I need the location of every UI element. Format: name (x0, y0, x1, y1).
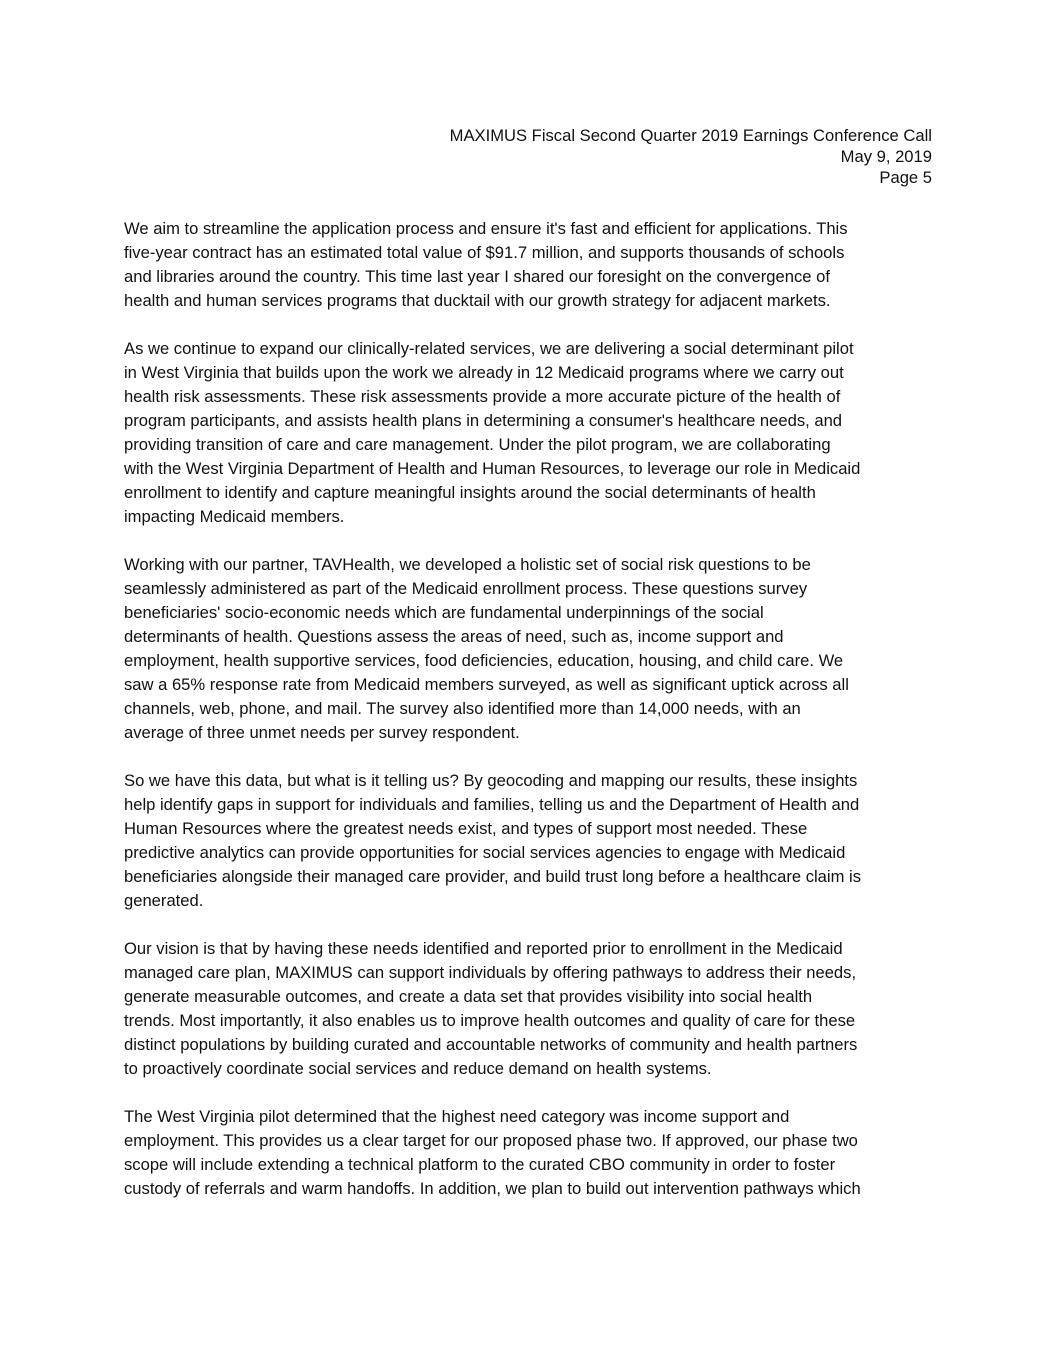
text-line: providing transition of care and care management. Under the pilot program, we are collaborating (124, 435, 831, 454)
paragraph-phase-two (124, 1105, 944, 1201)
text-line: employment, health supportive services, food deficiencies, education, housing, and child care. We (124, 651, 844, 670)
text-line: The West Virginia pilot determined that the highest need category was income support and (124, 1107, 790, 1126)
document-body (124, 217, 944, 1225)
text-line: managed care plan, MAXIMUS can support individuals by offering pathways to address their needs, (124, 963, 857, 982)
text-line: seamlessly administered as part of the Medicaid enrollment process. These questions survey (124, 579, 808, 598)
text-line: five-year contract has an estimated total value of $91.7 million, and supports thousands of schools (124, 243, 845, 262)
text-line: Working with our partner, TAVHealth, we developed a holistic set of social risk questions to be (124, 555, 811, 574)
document-title: MAXIMUS Fiscal Second Quarter 2019 Earnings Conference Call (449, 126, 932, 145)
text-line: Human Resources where the greatest needs exist, and types of support most needed. These (124, 819, 808, 838)
text-line: in West Virginia that builds upon the work we already in 12 Medicaid programs where we carry out (124, 363, 844, 382)
text-line: custody of referrals and warm handoffs. In addition, we plan to build out intervention pathways which (124, 1179, 861, 1198)
text-line: scope will include extending a technical platform to the curated CBO community in order to foster (124, 1155, 836, 1174)
text-line: distinct populations by building curated and accountable networks of community and health partners (124, 1035, 858, 1054)
text-line: As we continue to expand our clinically-related services, we are delivering a social determinant pilot (124, 339, 854, 358)
text-line: Our vision is that by having these needs identified and reported prior to enrollment in the Medicaid (124, 939, 843, 958)
paragraph-e-rate-contract (124, 217, 944, 313)
text-line: generated. (124, 891, 204, 910)
text-line: channels, web, phone, and mail. The survey also identified more than 14,000 needs, with an (124, 699, 801, 718)
paragraph-data-insights (124, 769, 944, 913)
paragraph-tavhealth-survey (124, 553, 944, 745)
text-line: predictive analytics can provide opportunities for social services agencies to engage with Medicaid (124, 843, 846, 862)
text-line: average of three unmet needs per survey respondent. (124, 723, 520, 742)
text-line: help identify gaps in support for individuals and families, telling us and the Department of Health and (124, 795, 860, 814)
text-line: determinants of health. Questions assess the areas of need, such as, income support and (124, 627, 784, 646)
text-line: generate measurable outcomes, and create a data set that provides visibility into social health (124, 987, 813, 1006)
paragraph-vision (124, 937, 944, 1081)
document-date: May 9, 2019 (840, 147, 932, 166)
text-line: and libraries around the country. This time last year I shared our foresight on the convergence of (124, 267, 830, 286)
text-line: enrollment to identify and capture meaningful insights around the social determinants of health (124, 483, 816, 502)
text-line: saw a 65% response rate from Medicaid members surveyed, as well as significant uptick across all (124, 675, 849, 694)
text-line: impacting Medicaid members. (124, 507, 345, 526)
text-line: trends. Most importantly, it also enables us to improve health outcomes and quality of care for these (124, 1011, 856, 1030)
page-header (450, 125, 932, 188)
text-line: with the West Virginia Department of Health and Human Resources, to leverage our role in Medicaid (124, 459, 861, 478)
text-line: beneficiaries' socio-economic needs which are fundamental underpinnings of the social (124, 603, 764, 622)
text-line: We aim to streamline the application process and ensure it's fast and efficient for applications. This (124, 219, 848, 238)
paragraph-west-virginia-pilot (124, 337, 944, 529)
text-line: So we have this data, but what is it telling us? By geocoding and mapping our results, these insights (124, 771, 858, 790)
text-line: health and human services programs that ducktail with our growth strategy for adjacent markets. (124, 291, 831, 310)
text-line: employment. This provides us a clear target for our proposed phase two. If approved, our phase two (124, 1131, 858, 1150)
text-line: program participants, and assists health plans in determining a consumer's healthcare needs, and (124, 411, 843, 430)
text-line: to proactively coordinate social services and reduce demand on health systems. (124, 1059, 712, 1078)
text-line: beneficiaries alongside their managed care provider, and build trust long before a healthcare claim is (124, 867, 862, 886)
text-line: health risk assessments. These risk assessments provide a more accurate picture of the health of (124, 387, 841, 406)
page-number: Page 5 (879, 168, 932, 187)
